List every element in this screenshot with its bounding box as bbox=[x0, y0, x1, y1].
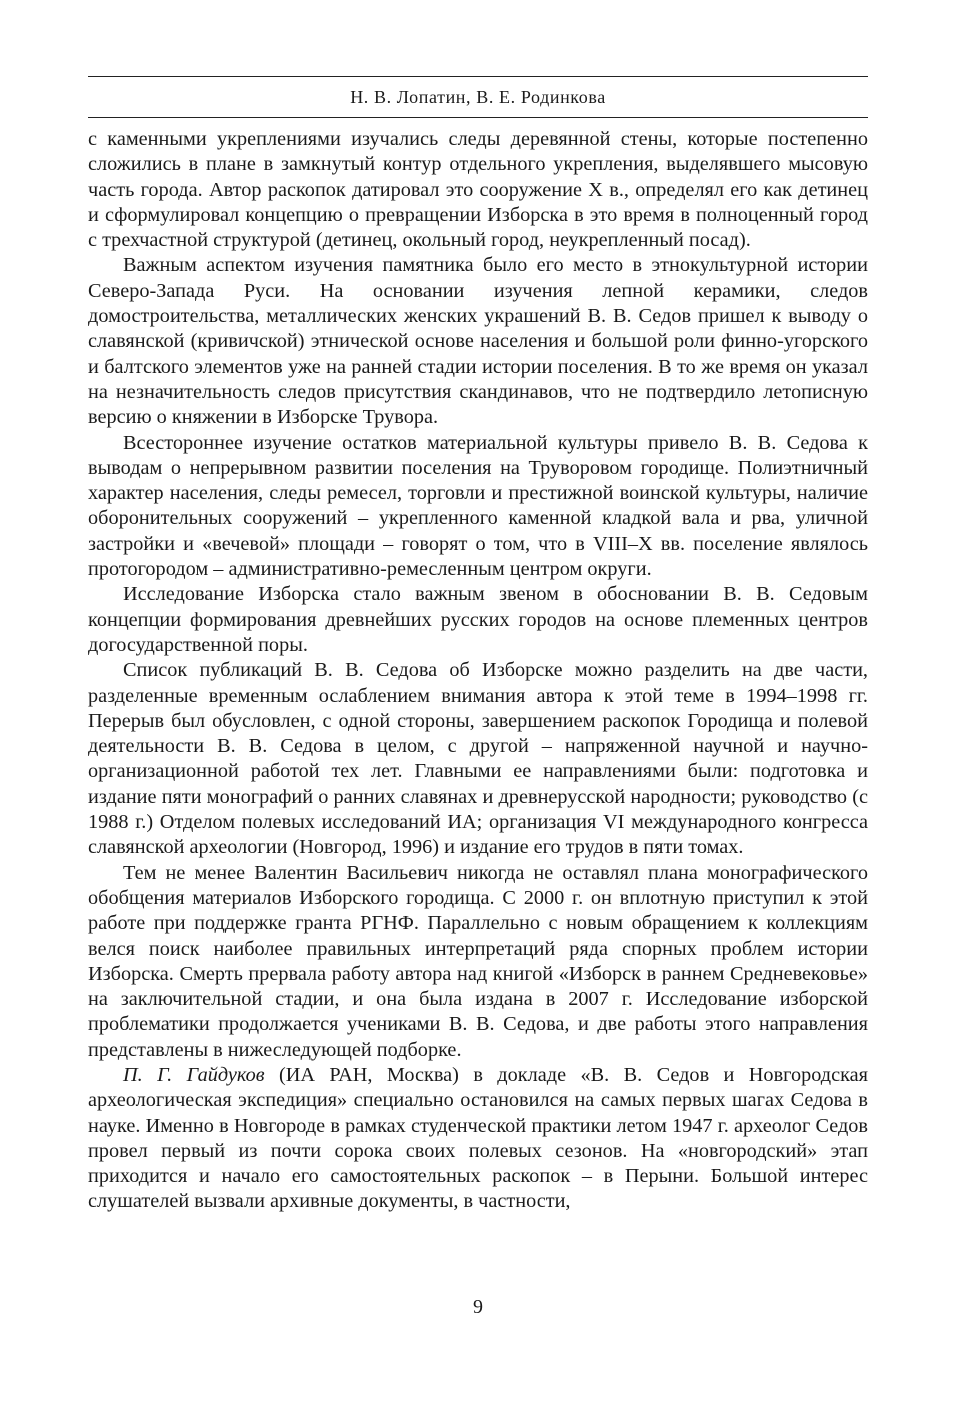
paragraph-7-text: (ИА РАН, Москва) в докладе «В. В. Седов и Новгородская археологическая экспедиция» специально остановился на самых первых шагах Седова в науке. Именно в Новгороде в рамках студенческой практики летом 1947 г. археолог Седов провел первый из почти сорока своих полевых сезонов. На «новгородский» этап приходится и начало его самостоятельных раскопок – в Перыни. Большой интерес слушателей вызвали архивные документы, в частности, bbox=[88, 1063, 868, 1213]
running-head: Н. В. Лопатин, В. Е. Родинкова bbox=[350, 87, 606, 107]
author-name-italic: П. Г. Гайдуков bbox=[123, 1063, 265, 1086]
header-rule-bottom bbox=[88, 117, 868, 118]
paragraph-4: Исследование Изборска стало важным звеном в обосновании В. В. Седовым концепции формирования древнейших русских городов на основе племенных центров догосударственной поры. bbox=[88, 583, 868, 656]
header-rule-top bbox=[88, 76, 868, 77]
paragraph-6: Тем не менее Валентин Васильевич никогда не оставлял плана монографического обобщения материалов Изборского городища. С 2000 г. он вплотную приступил к этой работе при поддержке гранта РГНФ. Параллельно с новым обращением к коллекциям велся поиск наиболее правильных интерпретаций ряда спорных проблем истории Изборска. Смерть прервала работу автора над книгой «Изборск в раннем Средневековье» на заключительной стадии, и она была издана в 2007 г. Исследование изборской проблематики продолжается учениками В. В. Седова, и две работы этого направления представлены в нижеследующей подборке. bbox=[88, 861, 868, 1061]
paragraph-5: Список публикаций В. В. Седова об Изборске можно разделить на две части, разделенные временным ослаблением внимания автора к этой теме в 1994–1998 гг. Перерыв был обусловлен, с одной стороны, завершением раскопок Городища и полевой деятельности В. В. Седова в целом, с другой – напряженной научной и научно-организационной работой тех лет. Главными ее направлениями были: подготовка и издание пяти монографий о ранних славянах и древнерусской народности; руководство (с 1988 г.) Отделом полевых исследований ИА; организация VI международного конгресса славянской археологии (Новгород, 1996) и издание его трудов в пяти томах. bbox=[88, 659, 868, 859]
document-page bbox=[88, 0, 868, 1418]
paragraph-7 bbox=[88, 1063, 868, 1215]
paragraph-1: с каменными укреплениями изучались следы деревянной стены, которые постепенно сложились в плане в замкнутый контур отдельного укрепления, выделявшего мысовую часть города. Автор раскопок датировал это сооружение X в., определял его как детинец и сформулировал концепцию о превращении Изборска в это время в полноценный город с трехчастной структурой (детинец, окольный город, неукрепленный посад). bbox=[88, 128, 868, 252]
paragraph-3: Всестороннее изучение остатков материальной культуры привело В. В. Седова к выводам о непрерывном развитии поселения на Труворовом городище. Полиэтничный характер населения, следы ремесел, торговли и престижной воинской культуры, наличие оборонительных сооружений – укрепленного каменной кладкой вала и рва, уличной застройки и «вечевой» площади – говорят о том, что в VIII–X вв. поселение являлось протогородом – административно-ремесленным центром округи. bbox=[88, 431, 868, 581]
body-text bbox=[88, 127, 868, 1215]
paragraph-2: Важным аспектом изучения памятника было его место в этнокультурной истории Северо-Запада Руси. На основании изучения лепной керамики, следов домостроительства, металлических женских украшений В. В. Седов пришел к выводу о славянской (кривичской) этнической основе населения и большой роли финно-угорского и балтского элементов уже на ранней стадии истории поселения. В то же время он указал на незначительность следов присутствия скандинавов, что не подтвердило летописную версию о княжении в Изборске Трувора. bbox=[88, 254, 868, 429]
page-number: 9 bbox=[473, 1296, 483, 1318]
